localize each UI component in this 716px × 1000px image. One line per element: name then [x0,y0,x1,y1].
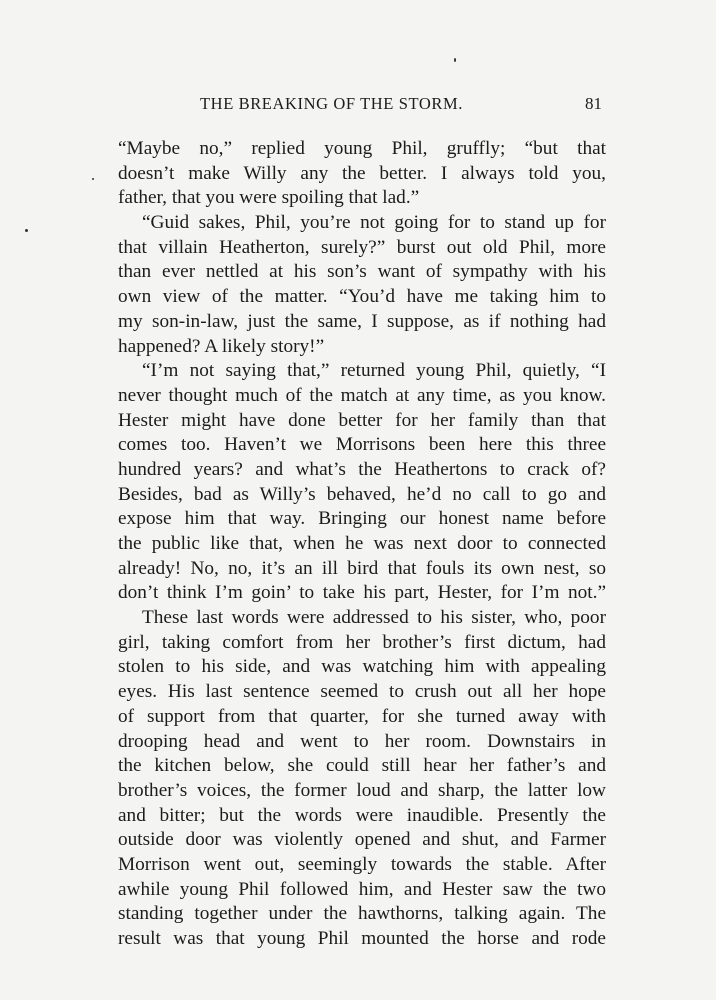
text-line: happened? A likely story!” [118,335,325,357]
paper-speck [454,58,456,62]
text-line: brother’s voices, the former loud and sharp, the latter low [118,779,606,801]
text-line: “Guid sakes, Phil, you’re not going for to stand up for [142,212,606,234]
text-line: comes too. Haven’t we Morrisons been here this three [118,434,606,456]
text-line: “Maybe no,” replied young Phil, gruffly; “but that [118,138,606,159]
page-header [118,94,602,120]
text-line: expose him that way. Bringing our honest name before [118,508,606,530]
text-line: Morrison went out, seemingly towards the stable. After [118,853,606,875]
text-line: hundred years? and what’s the Heathertons to crack of? [118,458,606,480]
text-line: These last words were addressed to his sister, who, poor [142,607,606,629]
text-line: stolen to his side, and was watching him with appealing [118,656,606,678]
text-line: of support from that quarter, for she turned away with [118,705,606,727]
text-line: standing together under the hawthorns, talking again. The [118,903,606,925]
text-line: girl, taking comfort from her brother’s first dictum, had [118,631,606,653]
text-line: already! No, no, it’s an ill bird that fouls its own nest, so [118,557,606,579]
text-line: eyes. His last sentence seemed to crush out all her hope [118,681,606,703]
text-line: outside door was violently opened and shut, and Farmer [118,829,606,851]
text-line: father, that you were spoiling that lad.” [118,187,420,209]
text-line: the kitchen below, she could still hear her father’s and [118,755,606,777]
text-line: drooping head and went to her room. Downstairs in [118,730,606,752]
body-text [118,137,606,952]
running-title: THE BREAKING OF THE STORM. [200,94,463,113]
text-line: Besides, bad as Willy’s behaved, he’d no call to go and [118,483,606,505]
text-line: never thought much of the match at any time, as you know. [118,384,606,406]
text-line: result was that young Phil mounted the horse and rode [118,928,606,949]
text-line: own view of the matter. “You’d have me taking him to [118,286,606,308]
text-line: that villain Heatherton, surely?” burst out old Phil, more [118,236,606,258]
paper-speck [25,229,28,232]
text-line: than ever nettled at his son’s want of sympathy with his [118,261,606,283]
page-number: 81 [585,94,602,113]
text-line: the public like that, when he was next door to connected [118,533,606,554]
text-line: awhile young Phil followed him, and Hester saw the two [118,878,606,900]
text-line: “I’m not saying that,” returned young Phil, quietly, “I [142,360,606,382]
text-line: my son-in-law, just the same, I suppose, as if nothing had [118,310,606,332]
text-line: doesn’t make Willy any the better. I always told you, [118,162,606,184]
text-line: and bitter; but the words were inaudible. Presently the [118,804,606,826]
text-line: Hester might have done better for her family than that [118,409,606,431]
text-line: don’t think I’m goin’ to take his part, Hester, for I’m not.” [118,582,606,604]
paper-speck [92,178,94,180]
